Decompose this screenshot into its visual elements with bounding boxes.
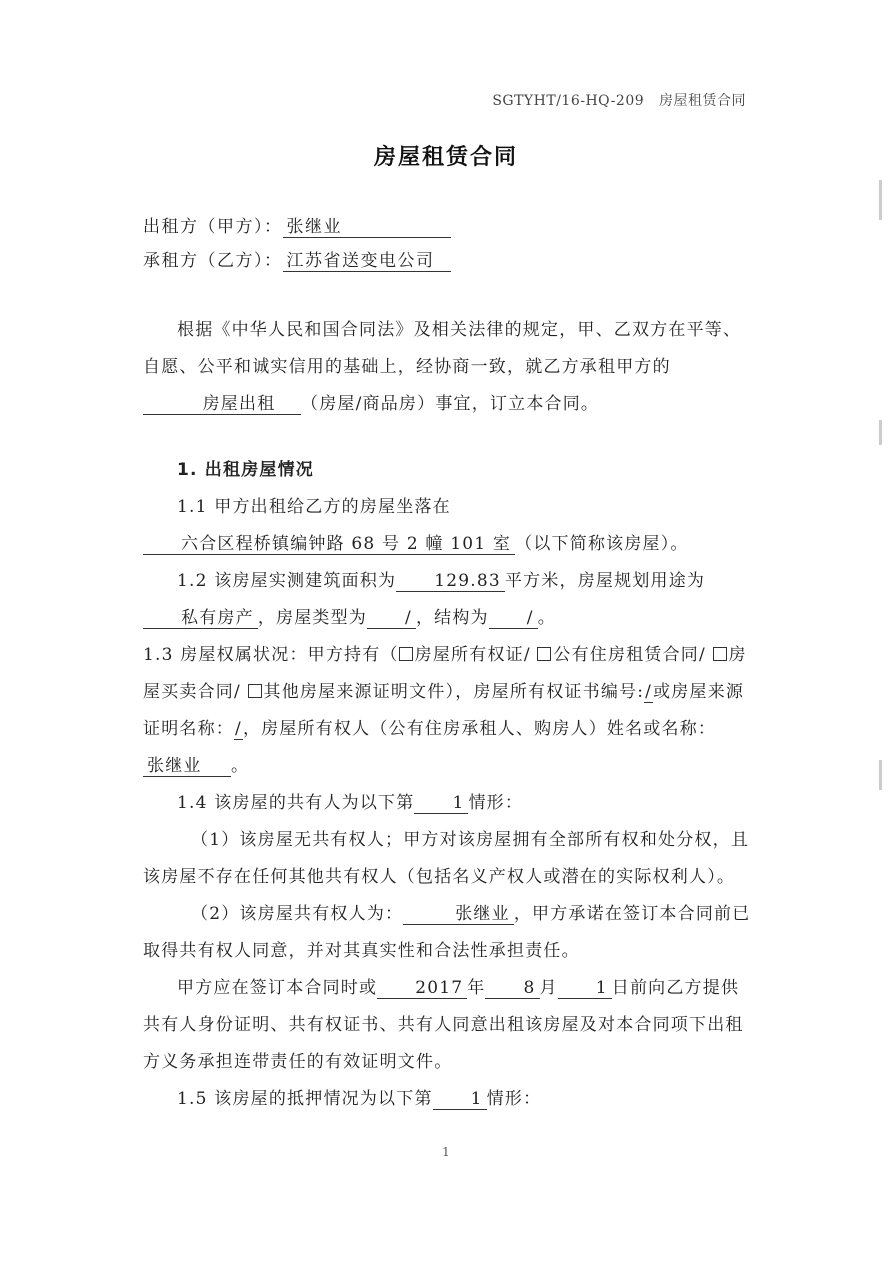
lessee-label: 承租方（乙方）： <box>143 251 283 271</box>
clause-1-3-mid2: ，房屋所有权人（公有住房承租人、购房人）姓名或名称： <box>242 719 717 739</box>
deadline-year: 2017 <box>377 978 467 999</box>
scan-edge-mark <box>879 760 882 790</box>
deadline-day: 1 <box>558 978 612 999</box>
clause-1-1-suffix: （以下简称该房屋）。 <box>515 534 689 554</box>
clause-1-4 <box>143 785 751 822</box>
house-address: 六合区程桥镇编钟路 68 号 2 幢 101 室 <box>143 534 515 555</box>
page-number: 1 <box>442 1145 450 1159</box>
clause-1-2-mid3: ，结构为 <box>415 608 489 628</box>
house-area: 129.83 <box>396 571 505 592</box>
document-name: 房屋租赁合同 <box>659 93 746 109</box>
clause-1-5-prefix: 1.5 该房屋的抵押情况为以下第 <box>177 1089 433 1109</box>
section-1 <box>143 452 751 1118</box>
lessor-line <box>143 212 451 238</box>
clause-1-3-end: 。 <box>231 756 250 776</box>
year-label: 年 <box>467 978 486 998</box>
clause-1-4-2-prefix: （2）该房屋共有权人为： <box>191 904 404 924</box>
clause-1-2-mid1: 平方米，房屋规划用途为 <box>504 571 706 591</box>
clause-1-4-2 <box>143 896 751 970</box>
ownership-option-1: 房屋所有权证/ <box>414 645 538 665</box>
scan-edge-mark <box>879 420 882 445</box>
clause-1-2-prefix: 1.2 该房屋实测建筑面积为 <box>177 571 397 591</box>
clause-1-1 <box>143 489 751 563</box>
checkbox-icon <box>713 647 727 661</box>
certificate-name: / <box>235 719 242 739</box>
clause-1-4-3 <box>143 970 751 1081</box>
month-label: 月 <box>539 978 558 998</box>
house-structure: / <box>489 608 538 629</box>
certificate-number: / <box>645 682 653 702</box>
house-type: / <box>367 608 416 629</box>
clause-1-3-prefix: 1.3 房屋权属状况：甲方持有（ <box>143 645 399 665</box>
checkbox-icon <box>537 647 551 661</box>
preamble-text-1: 根据《中华人民和国合同法》及相关法律的规定，甲、乙双方在平等、自愿、公平和诚实信用的基础上，经协商一致，就乙方承租甲方的 <box>143 320 742 377</box>
clause-1-2-mid2: ，房屋类型为 <box>257 608 368 628</box>
clause-1-1-prefix: 1.1 甲方出租给乙方的房屋坐落在 <box>177 497 451 517</box>
scan-edge-mark <box>879 180 882 220</box>
clause-1-4-2-suffix: ，甲方承诺在签订本合同前已取得共有权人同意，并对其真实性和合法性承担责任。 <box>143 904 751 961</box>
clause-1-4-prefix: 1.4 该房屋的共有人为以下第 <box>177 793 415 813</box>
clause-1-3-mid1: 或房屋来源证明名称： <box>143 682 745 739</box>
ownership-option-2: 公有住房租赁合同/ <box>553 645 713 665</box>
ownership-option-4: 其他房屋来源证明文件），房屋所有权证书编号: <box>263 682 645 702</box>
document-code: SGTYHT/16-HQ-209 <box>492 93 645 109</box>
lessor-value: 张继业 <box>283 217 451 238</box>
lessee-line <box>143 246 451 272</box>
co-owner-case: 1 <box>414 793 468 814</box>
ownership-option-3: 房屋买卖合同/ <box>143 645 747 702</box>
clause-1-4-3-suffix: 日前向乙方提供共有人身份证明、共有权证书、共有人同意出租该房屋及对本合同项下出租方义务承担连带责任的有效证明文件。 <box>143 978 744 1072</box>
owner-name: 张继业 <box>143 756 231 777</box>
mortgage-case: 1 <box>433 1089 487 1110</box>
clause-1-4-1: （1）该房屋无共有权人；甲方对该房屋拥有全部所有权和处分权，且该房屋不存在任何其他共有权人（包括名义产权人或潜在的实际权利人）。 <box>143 830 750 887</box>
checkbox-icon <box>399 647 413 661</box>
section-1-title: 1. 出租房屋情况 <box>177 460 315 480</box>
checkbox-icon <box>248 684 262 698</box>
clause-1-2 <box>143 563 751 637</box>
clause-1-4-suffix: 情形： <box>468 793 524 813</box>
house-type-fill: 房屋出租 <box>143 394 301 415</box>
clause-1-2-end: 。 <box>537 608 556 628</box>
clause-1-5-suffix: 情形： <box>486 1089 542 1109</box>
co-owner-name: 张继业 <box>403 904 514 925</box>
preamble-text-2: （房屋/商品房）事宜，订立本合同。 <box>301 394 600 414</box>
lessor-label: 出租方（甲方）： <box>143 217 283 237</box>
clause-1-3 <box>143 637 751 785</box>
deadline-month: 8 <box>485 978 539 999</box>
clause-1-4-3-prefix: 甲方应在签订本合同时或 <box>177 978 378 998</box>
preamble-paragraph <box>143 312 751 423</box>
house-usage: 私有房产 <box>143 608 258 629</box>
clause-1-5 <box>143 1081 751 1118</box>
page-title: 房屋租赁合同 <box>373 145 518 170</box>
lessee-value: 江苏省送变电公司 <box>283 251 451 272</box>
document-code-header <box>492 90 746 110</box>
